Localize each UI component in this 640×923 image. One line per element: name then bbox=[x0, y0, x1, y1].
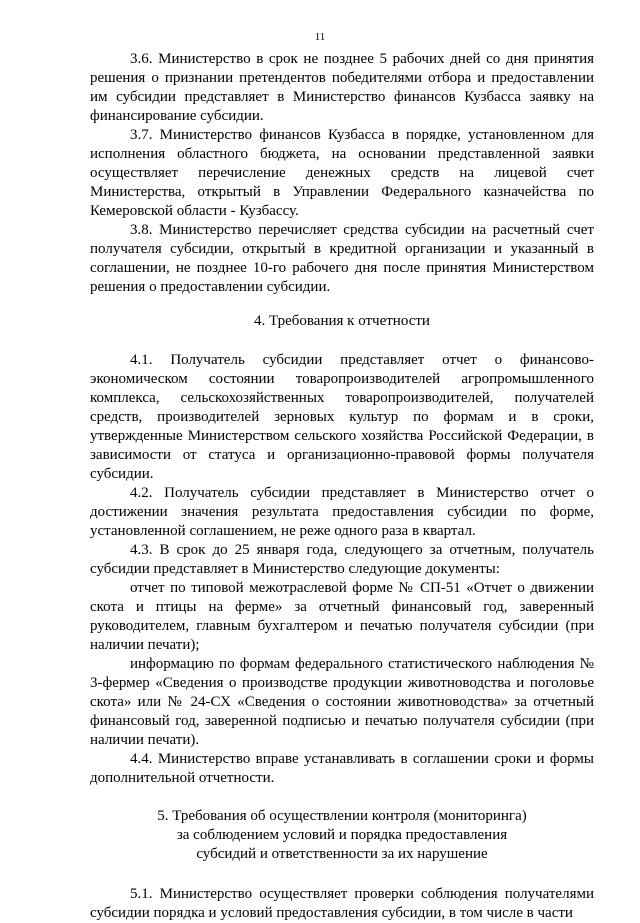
page-number: 11 bbox=[314, 31, 326, 43]
paragraph-4-2: 4.2. Получатель субсидии представляет в Министерство отчет о достижении значения результата предоставления субсидии по форме, установленной соглашением, не реже одного раза в квартал. bbox=[90, 485, 594, 539]
section-5-heading-line: за соблюдением условий и порядка предоставления bbox=[176, 827, 508, 843]
section-4-heading: 4. Требования к отчетности bbox=[254, 313, 430, 329]
document-body bbox=[90, 50, 594, 923]
paragraph-3-7: 3.7. Министерство финансов Кузбасса в порядке, установленном для исполнения областного бюджета, на основании представленной заявки осуществляет перечисление денежных средств на лицевой счет Министерства, открытый в Управлении Федерального казначейства по Кемеровской области - Кузбассу. bbox=[90, 127, 594, 219]
section-5-body bbox=[90, 885, 594, 923]
paragraph-4-3-item-sp51: отчет по типовой межотраслевой форме № СП-51 «Отчет о движении скота и птицы на ферме» за отчетный финансовый год, заверенный руководителем, главным бухгалтером и печатью получателя субсидии (при наличии печати); bbox=[90, 580, 594, 653]
paragraph-3-6: 3.6. Министерство в срок не позднее 5 рабочих дней со дня принятия решения о признании претендентов победителями отбора и предоставлении им субсидии представляет в Министерство финансов Кузбасса заявку на финансирование субсидии. bbox=[90, 51, 594, 124]
paragraph-3-8: 3.8. Министерство перечисляет средства субсидии на расчетный счет получателя субсидии, открытый в кредитной организации и указанный в соглашении, не позднее 10-го рабочего дня после принятия Министерством решения о предоставлении субсидии. bbox=[90, 222, 594, 295]
paragraph-5-1: 5.1. Министерство осуществляет проверки соблюдения получателями субсидии порядка и условий предоставления субсидии, в том числе в части bbox=[90, 886, 594, 921]
paragraph-4-3: 4.3. В срок до 25 января года, следующего за отчетным, получатель субсидии представляет в Министерство следующие документы: bbox=[90, 542, 594, 577]
section-5-heading bbox=[90, 807, 594, 864]
paragraph-4-1: 4.1. Получатель субсидии представляет отчет о финансово-экономическом состоянии товаропроизводителей агропромышленного комплекса, сельскохозяйственных товаропроизводителей, получателей средств, производителей зерновых культур по формам и в сроки, утвержденные Министерством сельского хозяйства Российской Федерации, в зависимости от статуса и организационно-правовой формы получателя субсидии. bbox=[90, 352, 594, 482]
section-4-body bbox=[90, 351, 594, 788]
section-5-heading-line: 5. Требования об осуществлении контроля (мониторинга) bbox=[157, 808, 527, 824]
section-5-heading-line: субсидий и ответственности за их нарушение bbox=[196, 846, 488, 862]
paragraph-4-3-item-statistics: информацию по формам федерального статистического наблюдения № 3-фермер «Сведения о производстве продукции животноводства и поголовье скота» или № 24-СХ «Сведения о состоянии животноводства» за отчетный финансовый год, заверенной подписью и печатью получателя субсидии (при наличии печати). bbox=[90, 656, 594, 748]
paragraph-4-4: 4.4. Министерство вправе устанавливать в соглашении сроки и формы дополнительной отчетности. bbox=[90, 751, 594, 786]
